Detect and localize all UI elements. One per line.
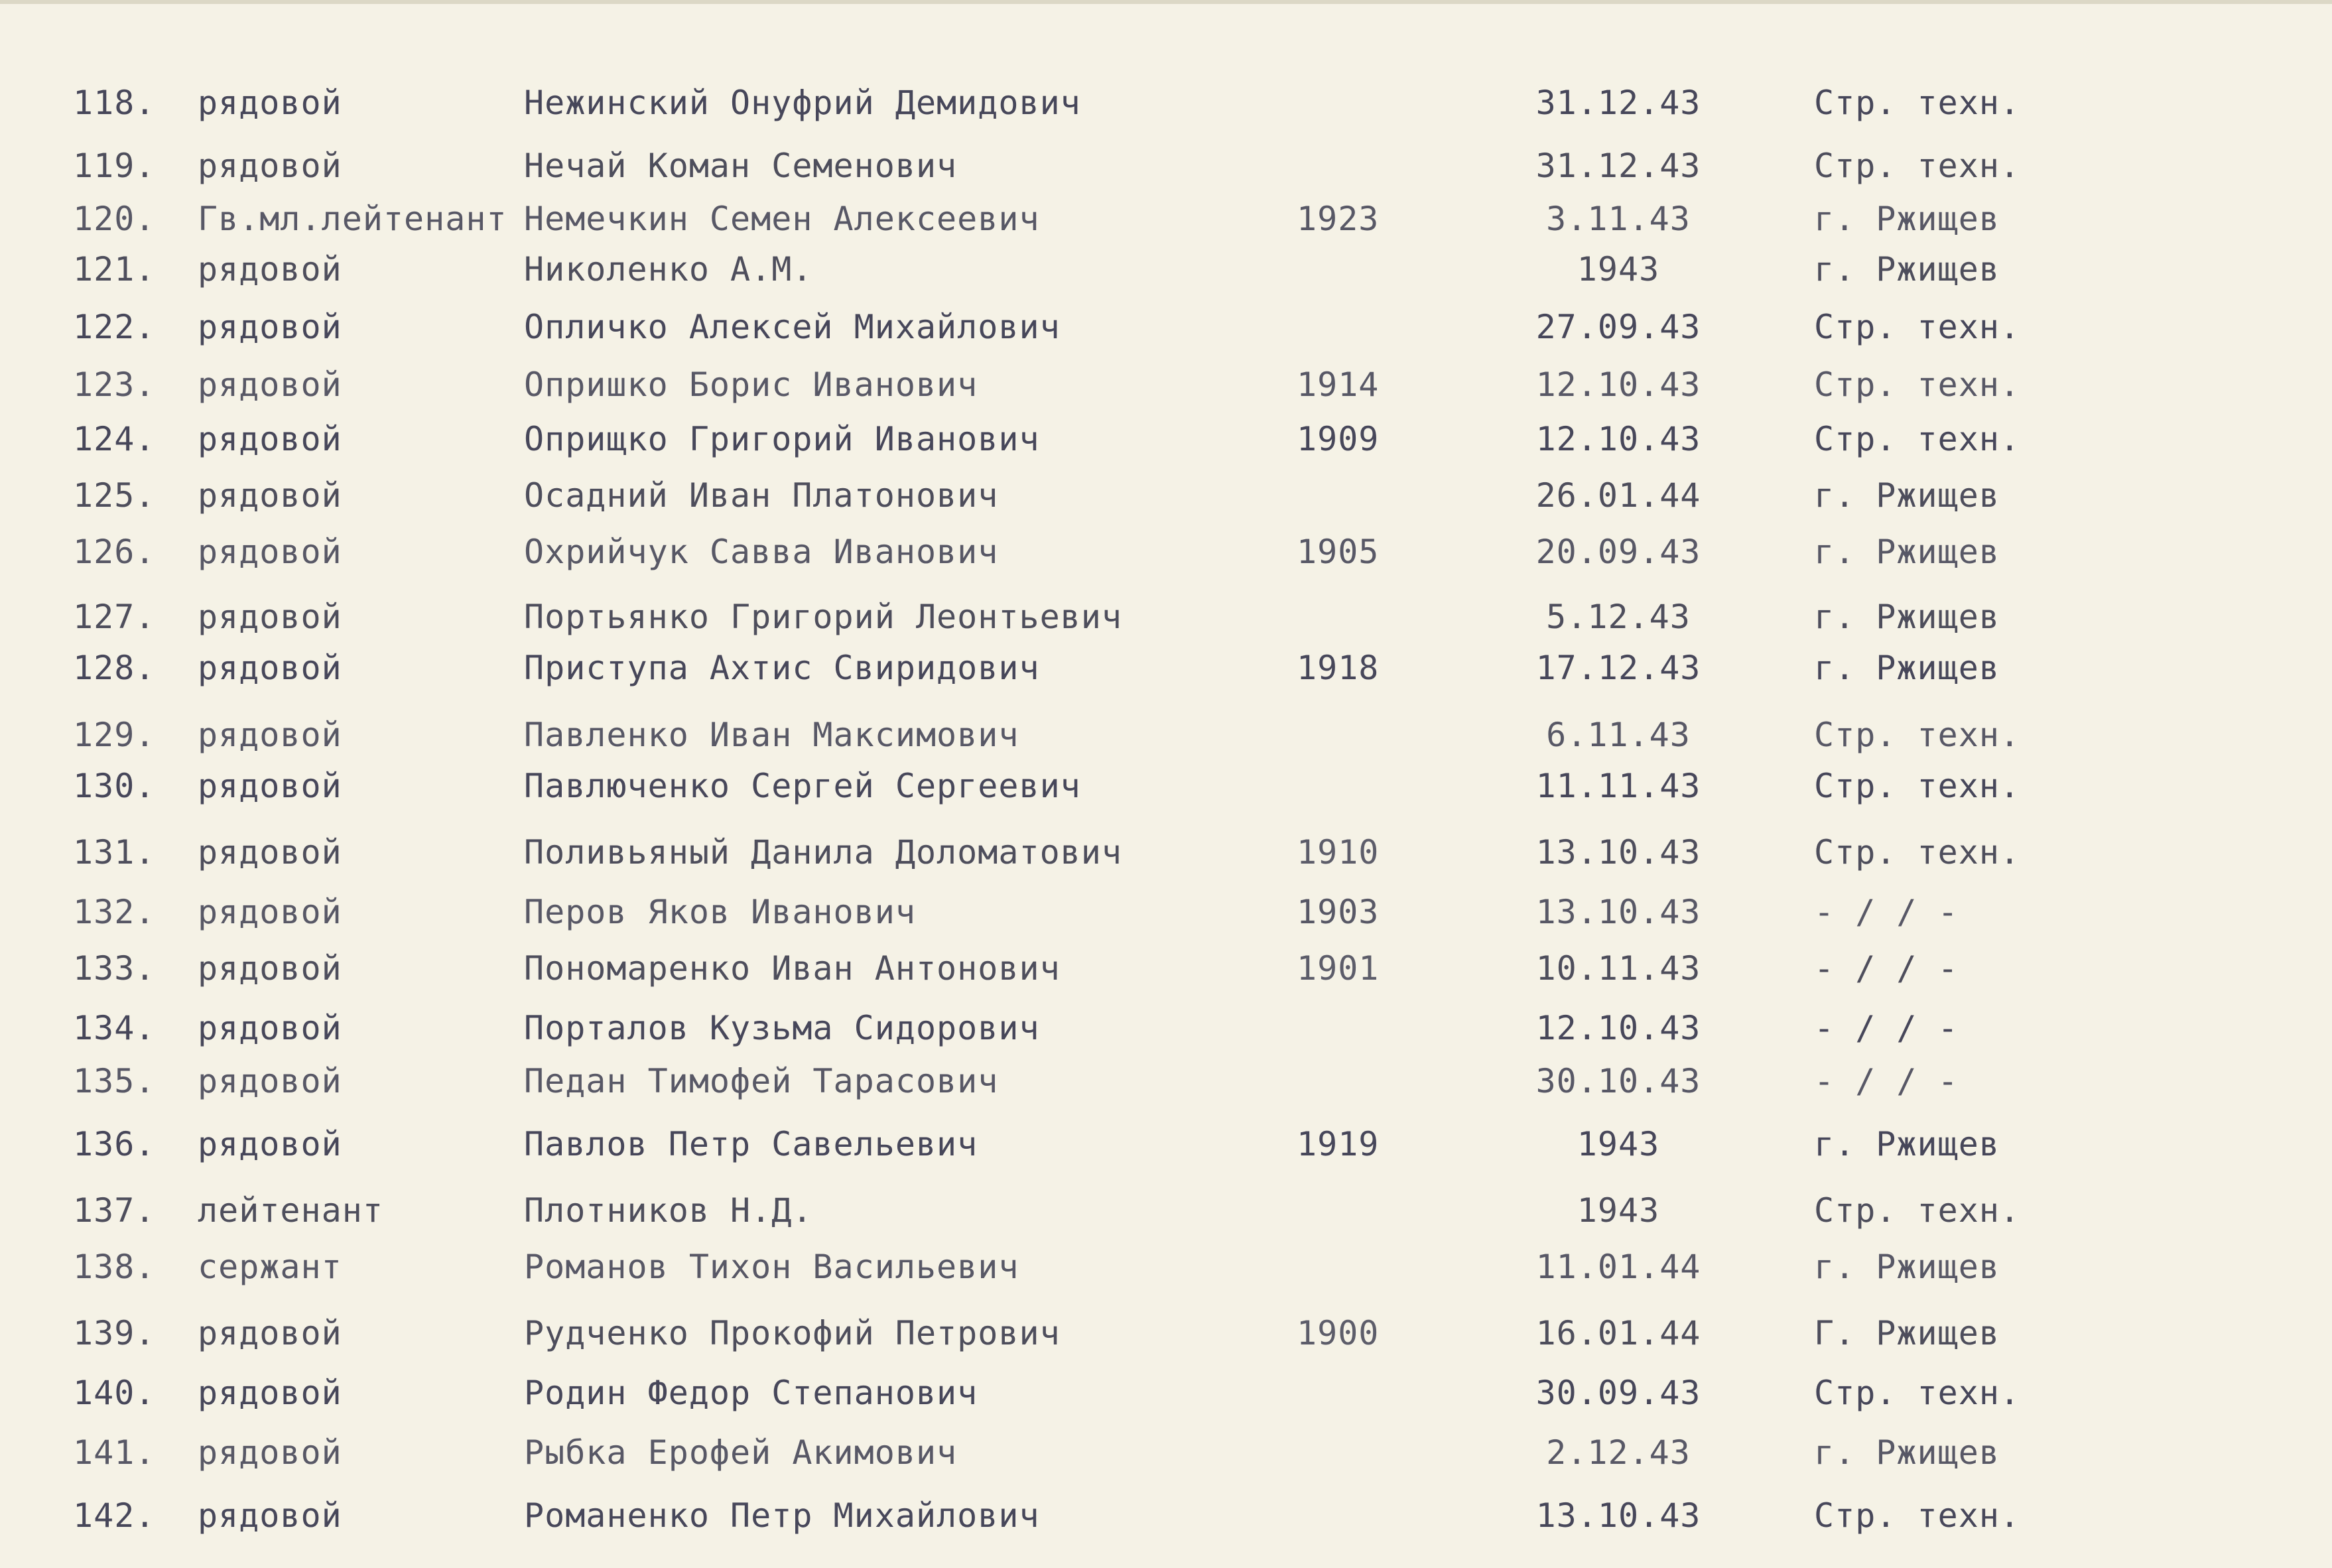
row-rank: рядовой	[198, 1496, 342, 1535]
list-row	[0, 885, 2332, 939]
row-rank: рядовой	[198, 250, 342, 289]
row-number: 120.	[73, 200, 156, 238]
row-place: - / / -	[1814, 1009, 1959, 1047]
row-birth-year: 1923	[1297, 200, 1380, 238]
row-name: Родин Федор Степанович	[524, 1374, 978, 1412]
row-rank: рядовой	[198, 476, 342, 515]
row-place: Стр. техн.	[1814, 1374, 2021, 1412]
row-rank: рядовой	[198, 1433, 342, 1472]
list-row	[0, 1426, 2332, 1479]
row-place: Стр. техн.	[1814, 716, 2021, 754]
row-date: 12.10.43	[1535, 420, 1701, 458]
row-number: 138.	[73, 1248, 156, 1286]
list-row	[0, 826, 2332, 879]
row-number: 132.	[73, 893, 156, 931]
list-row	[0, 76, 2332, 129]
row-place: г. Ржищев	[1814, 250, 2000, 289]
row-number: 142.	[73, 1496, 156, 1535]
list-row	[0, 192, 2332, 245]
row-rank: лейтенант	[198, 1191, 383, 1230]
row-number: 121.	[73, 250, 156, 289]
row-date: 1943	[1577, 1125, 1660, 1163]
row-number: 128.	[73, 649, 156, 687]
row-rank: сержант	[198, 1248, 342, 1286]
row-name: Оприщко Григорий Иванович	[524, 420, 1040, 458]
row-rank: рядовой	[198, 1125, 342, 1163]
row-place: г. Ржищев	[1814, 476, 2000, 515]
row-name: Рыбка Ерофей Акимович	[524, 1433, 958, 1472]
row-date: 31.12.43	[1535, 84, 1701, 122]
row-birth-year: 1914	[1297, 365, 1380, 404]
row-date: 12.10.43	[1535, 1009, 1701, 1047]
row-place: Стр. техн.	[1814, 1191, 2021, 1230]
row-rank: рядовой	[198, 1062, 342, 1100]
list-row	[0, 708, 2332, 761]
list-row	[0, 641, 2332, 694]
row-date: 5.12.43	[1546, 598, 1691, 636]
row-date: 20.09.43	[1535, 533, 1701, 571]
row-number: 130.	[73, 767, 156, 805]
row-rank: рядовой	[198, 84, 342, 122]
row-number: 119.	[73, 147, 156, 185]
row-place: г. Ржищев	[1814, 598, 2000, 636]
list-row	[0, 139, 2332, 192]
row-name: Пономаренко Иван Антонович	[524, 949, 1061, 988]
row-date: 11.11.43	[1535, 767, 1701, 805]
row-number: 136.	[73, 1125, 156, 1163]
row-rank: рядовой	[198, 533, 342, 571]
list-row	[0, 1489, 2332, 1542]
row-name: Поливьяный Данила Доломатович	[524, 833, 1122, 872]
list-row	[0, 413, 2332, 466]
row-place: г. Ржищев	[1814, 1433, 2000, 1472]
row-place: г. Ржищев	[1814, 1125, 2000, 1163]
row-birth-year: 1901	[1297, 949, 1380, 988]
row-number: 124.	[73, 420, 156, 458]
row-name: Романенко Петр Михайлович	[524, 1496, 1040, 1535]
row-name: Павлюченко Сергей Сергеевич	[524, 767, 1081, 805]
row-date: 16.01.44	[1535, 1314, 1701, 1352]
row-place: Стр. техн.	[1814, 147, 2021, 185]
row-rank: рядовой	[198, 1374, 342, 1412]
row-birth-year: 1910	[1297, 833, 1380, 872]
row-number: 131.	[73, 833, 156, 872]
row-date: 11.01.44	[1535, 1248, 1701, 1286]
row-rank: рядовой	[198, 716, 342, 754]
row-rank: рядовой	[198, 1009, 342, 1047]
row-name: Павленко Иван Максимович	[524, 716, 1019, 754]
list-row	[0, 358, 2332, 411]
row-birth-year: 1919	[1297, 1125, 1380, 1163]
row-name: Перов Яков Иванович	[524, 893, 916, 931]
row-rank: рядовой	[198, 308, 342, 346]
list-row	[0, 1118, 2332, 1171]
row-date: 17.12.43	[1535, 649, 1701, 687]
list-row	[0, 300, 2332, 354]
row-place: г. Ржищев	[1814, 533, 2000, 571]
row-rank: рядовой	[198, 893, 342, 931]
row-place: Стр. техн.	[1814, 1496, 2021, 1535]
row-name: Педан Тимофей Тарасович	[524, 1062, 999, 1100]
list-row	[0, 525, 2332, 578]
row-name: Павлов Петр Савельевич	[524, 1125, 978, 1163]
row-name: Опришко Борис Иванович	[524, 365, 978, 404]
row-birth-year: 1903	[1297, 893, 1380, 931]
row-rank: рядовой	[198, 365, 342, 404]
row-place: г. Ржищев	[1814, 1248, 2000, 1286]
row-place: - / / -	[1814, 893, 1959, 931]
row-place: г. Ржищев	[1814, 649, 2000, 687]
row-name: Нежинский Онуфрий Демидович	[524, 84, 1081, 122]
row-number: 141.	[73, 1433, 156, 1472]
list-row	[0, 1055, 2332, 1108]
row-name: Приступа Ахтис Свиридович	[524, 649, 1040, 687]
row-birth-year: 1909	[1297, 420, 1380, 458]
row-name: Опличко Алексей Михайлович	[524, 308, 1061, 346]
row-number: 122.	[73, 308, 156, 346]
row-number: 140.	[73, 1374, 156, 1412]
row-number: 125.	[73, 476, 156, 515]
row-number: 126.	[73, 533, 156, 571]
row-place: Стр. техн.	[1814, 365, 2021, 404]
row-date: 30.09.43	[1535, 1374, 1701, 1412]
row-place: Стр. техн.	[1814, 84, 2021, 122]
row-number: 137.	[73, 1191, 156, 1230]
list-row	[0, 1307, 2332, 1360]
row-place: Стр. техн.	[1814, 833, 2021, 872]
row-date: 3.11.43	[1546, 200, 1691, 238]
row-date: 13.10.43	[1535, 833, 1701, 872]
row-number: 133.	[73, 949, 156, 988]
row-date: 30.10.43	[1535, 1062, 1701, 1100]
row-rank: рядовой	[198, 949, 342, 988]
row-rank: рядовой	[198, 833, 342, 872]
row-name: Охрийчук Савва Иванович	[524, 533, 999, 571]
row-place: Стр. техн.	[1814, 420, 2021, 458]
row-name: Николенко А.М.	[524, 250, 813, 289]
list-row	[0, 942, 2332, 995]
row-date: 6.11.43	[1546, 716, 1691, 754]
row-rank: рядовой	[198, 1314, 342, 1352]
row-date: 26.01.44	[1535, 476, 1701, 515]
list-row	[0, 469, 2332, 522]
row-date: 31.12.43	[1535, 147, 1701, 185]
row-date: 13.10.43	[1535, 1496, 1701, 1535]
row-rank: Гв.мл.лейтенант	[198, 200, 507, 238]
row-number: 134.	[73, 1009, 156, 1047]
row-date: 12.10.43	[1535, 365, 1701, 404]
row-name: Осадний Иван Платонович	[524, 476, 999, 515]
row-date: 27.09.43	[1535, 308, 1701, 346]
row-name: Рудченко Прокофий Петрович	[524, 1314, 1061, 1352]
list-row	[0, 759, 2332, 813]
row-number: 139.	[73, 1314, 156, 1352]
list-row	[0, 1240, 2332, 1293]
list-row	[0, 1184, 2332, 1237]
list-row	[0, 243, 2332, 296]
row-number: 123.	[73, 365, 156, 404]
row-name: Плотников Н.Д.	[524, 1191, 813, 1230]
row-rank: рядовой	[198, 147, 342, 185]
row-date: 2.12.43	[1546, 1433, 1691, 1472]
row-number: 118.	[73, 84, 156, 122]
row-name: Романов Тихон Васильевич	[524, 1248, 1019, 1286]
row-birth-year: 1918	[1297, 649, 1380, 687]
row-place: г. Ржищев	[1814, 200, 2000, 238]
row-name: Нечай Коман Семенович	[524, 147, 958, 185]
row-birth-year: 1905	[1297, 533, 1380, 571]
row-rank: рядовой	[198, 767, 342, 805]
list-row	[0, 1366, 2332, 1419]
row-rank: рядовой	[198, 598, 342, 636]
row-number: 127.	[73, 598, 156, 636]
row-place: - / / -	[1814, 949, 1959, 988]
list-row	[0, 1002, 2332, 1055]
row-date: 13.10.43	[1535, 893, 1701, 931]
row-name: Немечкин Семен Алексеевич	[524, 200, 1040, 238]
row-birth-year: 1900	[1297, 1314, 1380, 1352]
row-number: 129.	[73, 716, 156, 754]
list-row	[0, 590, 2332, 643]
page-edge-shadow	[0, 0, 2332, 4]
row-rank: рядовой	[198, 420, 342, 458]
row-number: 135.	[73, 1062, 156, 1100]
row-place: Стр. техн.	[1814, 308, 2021, 346]
row-name: Портьянко Григорий Леонтьевич	[524, 598, 1122, 636]
row-date: 1943	[1577, 1191, 1660, 1230]
row-date: 10.11.43	[1535, 949, 1701, 988]
row-name: Порталов Кузьма Сидорович	[524, 1009, 1040, 1047]
row-place: Стр. техн.	[1814, 767, 2021, 805]
row-place: - / / -	[1814, 1062, 1959, 1100]
row-place: Г. Ржищев	[1814, 1314, 2000, 1352]
row-date: 1943	[1577, 250, 1660, 289]
row-rank: рядовой	[198, 649, 342, 687]
